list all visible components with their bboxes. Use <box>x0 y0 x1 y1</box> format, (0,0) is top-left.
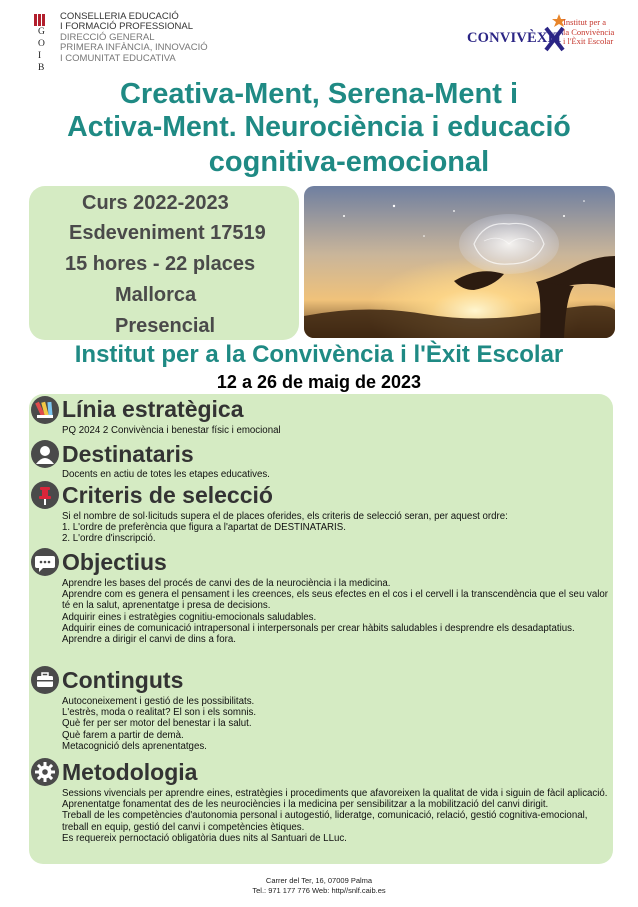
course-mode: Presencial <box>115 315 216 337</box>
person-icon <box>31 440 59 468</box>
section-heading: Criteris de selecció <box>62 482 273 508</box>
section-line: Docents en actiu de totes les etapes educatives. <box>62 469 270 480</box>
logo-tagline-line: i l'Èxit Escolar <box>563 36 614 46</box>
section-body <box>62 511 612 545</box>
goib-line: I FORMACIÓ PROFESSIONAL <box>60 21 194 33</box>
section-body <box>62 469 612 480</box>
section-line: Sessions vivencials per aprendre eines, estratègies i procediments que afavoreixen la qualitat de vida i siguin de fàcil aplicació. <box>62 788 608 799</box>
footer-address: Carrer del Ter, 16, 07009 Palma <box>265 876 373 885</box>
convivexit-logo <box>465 14 615 58</box>
section-line: Aprendre com es genera el pensament i les creences, els seus efectes en el cos i el cervell i la transcendència que el seu valor té en la salut, aprenentatge i presa de decisions. <box>62 589 609 612</box>
title-line-2: Activa-Ment. Neurociència i educació <box>67 111 571 143</box>
logo-tagline-line: Institut per a <box>563 17 606 27</box>
section-line: Si el nombre de sol·licituds supera el de places oferides, els criteris de selecció seran, per aquest ordre: <box>62 511 508 522</box>
speech-bubble-icon <box>31 548 59 576</box>
section-line: PQ 2024 2 Convivència i benestar físic i emocional <box>62 425 281 436</box>
goib-line: PRIMERA INFÀNCIA, INNOVACIÓ <box>60 42 208 54</box>
hands-brain-photo <box>304 186 615 338</box>
section-line: Metacognició dels aprenentatges. <box>62 740 207 752</box>
goib-letter: I <box>38 51 42 61</box>
section-line: Autoconeixement i gestió de les possibilitats. <box>62 696 255 707</box>
section-heading: Destinataris <box>62 441 194 467</box>
goib-department-text <box>60 12 208 64</box>
section-body <box>62 696 612 752</box>
section-line: Què farem a partir de demà. <box>62 729 184 741</box>
logo-tagline <box>563 18 614 47</box>
section-line: Treball de les competències d'autonomia personal i autogestió, lideratge, comunicació, relació, gestió cognitiva-emocional, treball en equip, gestió del canvi i competències ètiques. <box>62 810 588 833</box>
section-line: Què fer per ser motor del benestar i la salut. <box>62 718 252 730</box>
course-year: Curs 2022-2023 <box>82 192 229 214</box>
section-heading: Línia estratègica <box>62 396 244 422</box>
footer-contact <box>0 876 638 895</box>
goib-letter: O <box>38 39 45 49</box>
section-line: Aprenentatge fonamentat des de les neurociències i la medicina per sensibilitzar a la mobilització del canvi dirigit. <box>62 799 549 811</box>
title-line-3: cognitiva-emocional <box>208 146 490 178</box>
course-event: Esdeveniment 17519 <box>69 222 266 244</box>
goib-letters <box>38 26 45 74</box>
section-line: L'estrès, moda o realitat? El son i els somnis. <box>62 707 257 719</box>
title-line-1: Creativa-Ment, Serena-Ment i <box>119 78 519 110</box>
footer-phone-web: Tel.: 971 177 776 Web: http//snlf.caib.es <box>252 885 386 895</box>
logo-wordmark: CONVIVÈXIT <box>467 30 564 46</box>
section-line: Adquirir eines i estratègies cognitiu-emocionals saludables. <box>62 611 317 623</box>
briefcase-icon <box>31 666 59 694</box>
gear-icon <box>31 758 59 786</box>
institute-name: Institut per a la Convivència i l'Èxit Escolar <box>74 341 564 368</box>
goib-line: I COMUNITAT EDUCATIVA <box>60 52 176 64</box>
goib-line: CONSELLERIA EDUCACIÓ <box>60 11 179 22</box>
goib-line: DIRECCIÓ GENERAL <box>60 31 155 43</box>
pencils-icon <box>31 396 59 424</box>
section-body <box>62 425 612 436</box>
goib-letter: B <box>38 63 45 73</box>
section-heading: Metodologia <box>62 759 198 785</box>
course-hours: 15 hores - 22 places <box>65 253 256 275</box>
section-line: 1. L'ordre de preferència que figura a l'apartat de DESTINATARIS. <box>62 522 346 534</box>
goib-bars-icon <box>34 14 46 26</box>
course-island: Mallorca <box>115 284 197 306</box>
course-info-box <box>29 186 299 340</box>
logo-tagline-line: la Convivència <box>563 26 615 37</box>
goib-letter: G <box>38 27 45 37</box>
section-line: Es requereix pernoctació obligatòria dues nits al Santuari de LLuc. <box>62 832 347 844</box>
section-line: 2. L'ordre d'inscripció. <box>62 533 156 545</box>
section-line: Aprendre a dirigir el canvi de dins a fora. <box>62 634 236 646</box>
pushpin-icon <box>31 481 59 509</box>
section-body <box>62 578 612 645</box>
goib-logo <box>34 11 214 73</box>
course-dates: 12 a 26 de maig de 2023 <box>216 372 422 392</box>
section-heading: Continguts <box>62 667 184 693</box>
section-line: Adquirir eines de comunicació intrapersonal i interpersonals per crear hàbits saludables i desprendre els desadaptatius. <box>62 622 575 634</box>
section-heading: Objectius <box>62 549 167 575</box>
section-line: Aprendre les bases del procés de canvi des de la neurociència i la medicina. <box>62 578 391 589</box>
section-body <box>62 788 612 844</box>
